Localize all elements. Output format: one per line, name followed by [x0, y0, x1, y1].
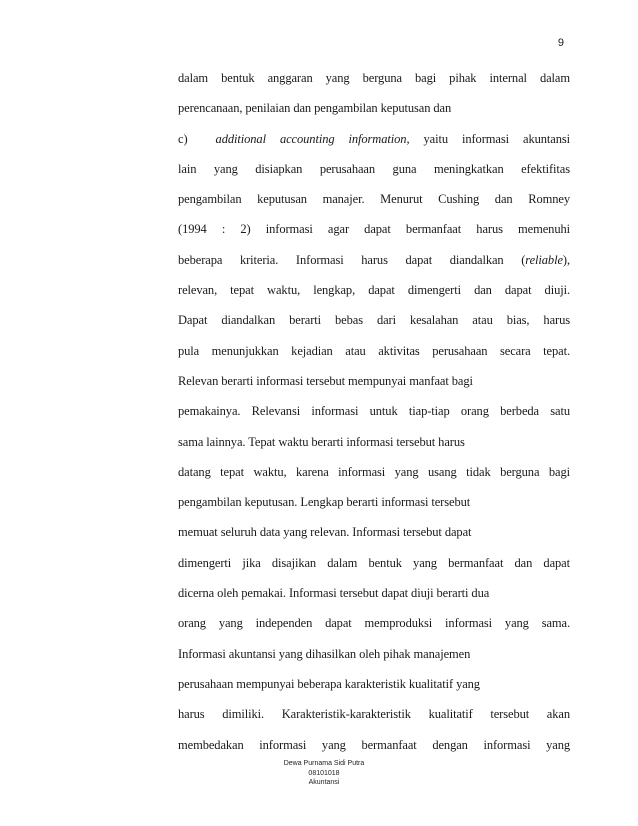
page-number: 9	[557, 37, 564, 49]
list-marker-c: c)	[178, 131, 188, 146]
text-line-11: Relevan berarti informasi tersebut mempunyai manfaat bagi	[178, 373, 473, 388]
text-line-19: orang yang independen dapat memproduksi informasi yang sama.	[178, 616, 570, 631]
text-line-3	[178, 124, 570, 154]
text-line-16: memuat seluruh data yang relevan. Informasi tersebut dapat	[178, 525, 472, 540]
text-line-7-start: beberapa kriteria. Informasi harus dapat diandalkan (	[178, 252, 526, 267]
text-line-22: harus dimiliki. Karakteristik-karakteristik kualitatif tersebut akan	[178, 707, 570, 722]
text-line-12: pemakainya. Relevansi informasi untuk tiap-tiap orang berbeda satu	[178, 404, 570, 419]
page-footer	[0, 759, 638, 788]
text-line-8: relevan, tepat waktu, lengkap, dapat dimengerti dan dapat diuji.	[178, 283, 570, 298]
text-line-13: sama lainnya. Tepat waktu berarti informasi tersebut harus	[178, 434, 465, 449]
text-line-10: pula menunjukkan kejadian atau aktivitas perusahaan secara tepat.	[178, 343, 570, 358]
text-line-9: Dapat diandalkan berarti bebas dari kesalahan atau bias, harus	[178, 313, 570, 328]
footer-student-id: 08101018	[308, 769, 340, 777]
text-line-3-rest: , yaitu informasi akuntansi	[406, 131, 570, 146]
text-line-15: pengambilan keputusan. Lengkap berarti informasi tersebut	[178, 495, 471, 510]
footer-department: Akuntansi	[308, 779, 340, 786]
text-line-4: lain yang disiapkan perusahaan guna meningkatkan efektifitas	[178, 161, 570, 176]
italic-term-additional-accounting-information: additional accounting information	[215, 131, 407, 146]
text-line-7	[178, 245, 570, 275]
text-line-2: perencanaan, penilaian dan pengambilan keputusan dan	[178, 101, 452, 116]
text-line-20: Informasi akuntansi yang dihasilkan oleh pihak manajemen	[178, 646, 471, 661]
text-line-18: dicerna oleh pemakai. Informasi tersebut dapat diuji berarti dua	[178, 586, 490, 601]
text-line-6: (1994 : 2) informasi agar dapat bermanfaat harus memenuhi	[178, 222, 570, 237]
text-line-7-end: ),	[562, 252, 570, 267]
text-line-23: membedakan informasi yang bermanfaat dengan informasi yang	[178, 737, 570, 752]
text-line-21: perusahaan mempunyai beberapa karakteristik kualitatif yang	[178, 676, 480, 691]
italic-term-reliable: reliable	[525, 252, 563, 267]
body-text	[178, 63, 570, 760]
text-line-1: dalam bentuk anggaran yang berguna bagi pihak internal dalam	[178, 71, 570, 85]
text-line-14: datang tepat waktu, karena informasi yang usang tidak berguna bagi	[178, 464, 570, 479]
text-line-17: dimengerti jika disajikan dalam bentuk yang bermanfaat dan dapat	[178, 555, 570, 570]
footer-author-name: Dewa Purnama Sidi Putra	[283, 760, 365, 767]
text-line-5: pengambilan keputusan manajer. Menurut Cushing dan Romney	[178, 192, 570, 207]
